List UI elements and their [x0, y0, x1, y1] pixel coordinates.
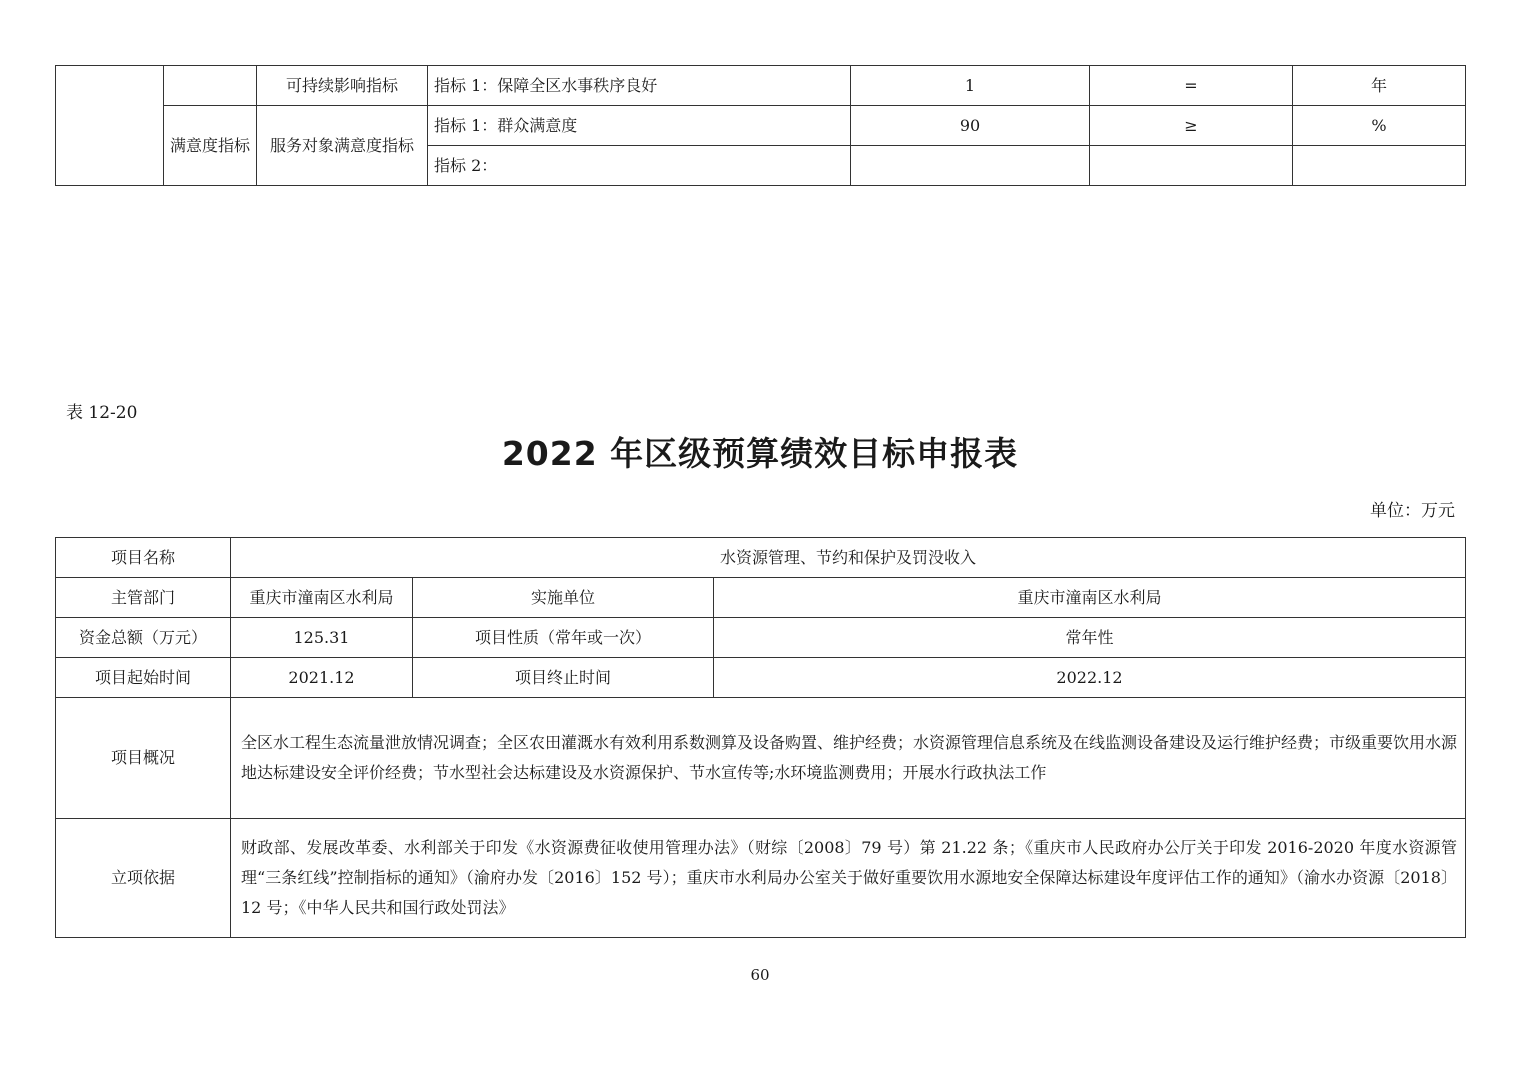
page-title: 2022 年区级预算绩效目标申报表: [501, 434, 1019, 473]
project-name-label: 项目名称: [56, 538, 231, 578]
value-cell: 90: [851, 106, 1090, 146]
value-cell: 1: [851, 66, 1090, 106]
project-nature-label: 项目性质（常年或一次）: [413, 618, 714, 658]
implementing-unit-label: 实施单位: [413, 578, 714, 618]
department-value: 重庆市潼南区水利局: [231, 578, 413, 618]
indicator-cell: 指标 1：保障全区水事秩序良好: [428, 66, 851, 106]
indicator-cell: 指标 1：群众满意度: [428, 106, 851, 146]
indicator-cell: 指标 2：: [428, 146, 851, 186]
total-funds-label: 资金总额（万元）: [56, 618, 231, 658]
project-name-value: 水资源管理、节约和保护及罚没收入: [231, 538, 1466, 578]
table-number: 表 12-20: [66, 403, 138, 423]
table-row: [56, 658, 1466, 698]
empty-cell: [164, 66, 257, 106]
start-time-label: 项目起始时间: [56, 658, 231, 698]
budget-target-table: [55, 537, 1466, 938]
basis-text: 财政部、发展改革委、水利部关于印发《水资源费征收使用管理办法》（财综〔2008〕79 号）第 21.22 条；《重庆市人民政府办公厅关于印发 2016-2020 年度水资源管理“三条红线”控制指标的通知》（渝府办发〔2016〕152 号）；重庆市水利局办公室关于做好重要饮用水源地安全保障达标建设年度评估工作的通知》（渝水办资源〔2018〕12 号；《中华人民共和国行政处罚法》: [231, 819, 1466, 938]
operator-cell: [1090, 146, 1293, 186]
table-row: [56, 698, 1466, 819]
operator-cell: ≥: [1090, 106, 1293, 146]
page-number: 60: [750, 966, 770, 984]
operator-cell: =: [1090, 66, 1293, 106]
overview-text: 全区水工程生态流量泄放情况调查；全区农田灌溉水有效利用系数测算及设备购置、维护经费；水资源管理信息系统及在线监测设备建设及运行维护经费；市级重要饮用水源地达标建设安全评价经费；节水型社会达标建设及水资源保护、节水宣传等;水环境监测费用；开展水行政执法工作: [231, 698, 1466, 819]
unit-cell: %: [1293, 106, 1466, 146]
unit-cell: [1293, 146, 1466, 186]
empty-cell: [56, 66, 164, 186]
unit-cell: 年: [1293, 66, 1466, 106]
overview-label: 项目概况: [56, 698, 231, 819]
start-time-value: 2021.12: [231, 658, 413, 698]
table-row: [56, 819, 1466, 938]
continuation-indicator-table: [55, 65, 1466, 186]
category-cell: 满意度指标: [164, 106, 257, 186]
department-label: 主管部门: [56, 578, 231, 618]
table-row: [56, 578, 1466, 618]
end-time-value: 2022.12: [714, 658, 1466, 698]
table-row: [56, 106, 1466, 146]
unit-label: 单位：万元: [1370, 501, 1455, 521]
sub-category-cell: 服务对象满意度指标: [257, 106, 428, 186]
total-funds-value: 125.31: [231, 618, 413, 658]
sub-category-cell: 可持续影响指标: [257, 66, 428, 106]
table-row: [56, 618, 1466, 658]
table-row: [56, 66, 1466, 106]
project-nature-value: 常年性: [714, 618, 1466, 658]
implementing-unit-value: 重庆市潼南区水利局: [714, 578, 1466, 618]
basis-label: 立项依据: [56, 819, 231, 938]
end-time-label: 项目终止时间: [413, 658, 714, 698]
value-cell: [851, 146, 1090, 186]
table-row: [56, 538, 1466, 578]
